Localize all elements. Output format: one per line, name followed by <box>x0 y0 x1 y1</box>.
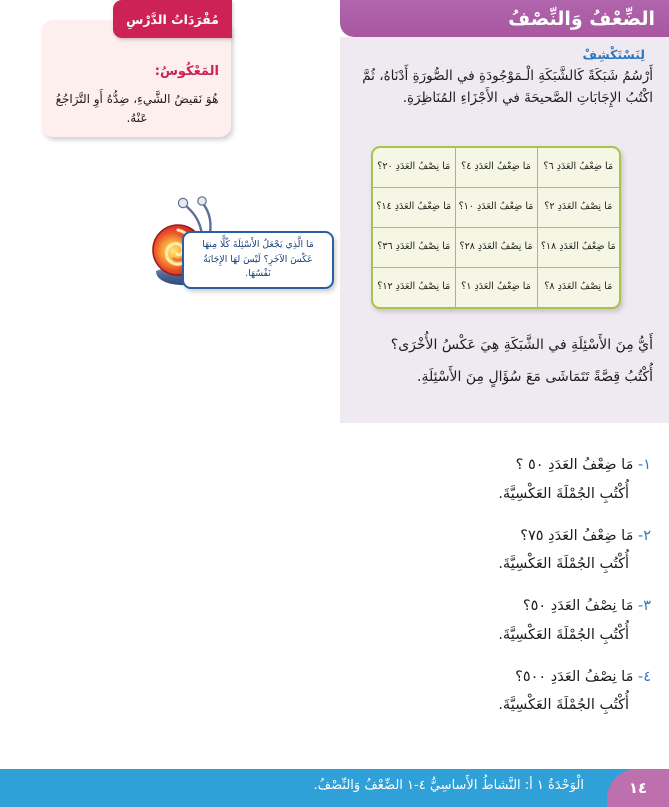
question-grid-table <box>373 148 619 307</box>
exercise-question-line <box>321 667 651 689</box>
exercise-list <box>321 455 651 737</box>
grid-cell[interactable]: مَا نِصْفُ العَدَدِ ٨؟ <box>537 268 619 307</box>
page-title: الضِّعْفُ وَالنِّصْفُ <box>508 7 655 30</box>
exercise-number: ٤- <box>637 668 651 685</box>
footer-breadcrumb: الْوَحْدَةُ ١ أ: النَّشاطُ الأَساسِيُّ ٤-١ الضِّعْفُ وَالنِّصْفُ. <box>313 778 584 793</box>
explore-panel <box>340 37 669 423</box>
exercise-question-text: مَا ضِعْفُ العَدَدِ ٧٥؟ <box>520 527 634 544</box>
exercise-number: ١- <box>637 457 651 473</box>
exercise-question-line <box>321 455 651 477</box>
exercise-instruction: أُكْتُبِ الجُمْلَةَ العَكْسِيَّةَ. <box>498 556 629 573</box>
vocabulary-tab-label: مُفْرَدَاتُ الدَّرْسِ <box>126 11 219 27</box>
footer-bar <box>0 769 669 807</box>
question-grid <box>371 146 621 309</box>
exercise-instruction: أُكْتُبِ الجُمْلَةَ العَكْسِيَّةَ. <box>498 485 629 502</box>
followup-question-1: أَيُّ مِنَ الأَسْئِلَةِ في الشَّبَكَةِ هِيَ عَكْسُ الأُخْرَى؟ <box>390 337 653 353</box>
exercise-question-text: مَا نِصْفُ العَدَدِ ٥٠٠؟ <box>515 668 634 685</box>
page-number: ١٤ <box>628 779 648 797</box>
grid-cell[interactable]: مَا ضِعْفُ العَدَدِ ١٤؟ <box>373 187 455 227</box>
grid-cell[interactable]: مَا نِصْفُ العَدَدِ ٢٠؟ <box>373 148 455 187</box>
exercise-question-text: مَا ضِعْفُ العَدَدِ ٥٠ ؟ <box>515 457 634 473</box>
list-item <box>321 667 651 718</box>
grid-cell[interactable]: مَا ضِعْفُ العَدَدِ ١؟ <box>455 268 537 307</box>
vocabulary-term: المَعْكُوسُ: <box>154 64 219 79</box>
exercise-instruction: أُكْتُبِ الجُمْلَةَ العَكْسِيَّةَ. <box>498 626 629 643</box>
grid-cell[interactable]: مَا ضِعْفُ العَدَدِ ١٠؟ <box>455 187 537 227</box>
table-row <box>373 268 619 307</box>
exercise-question-line <box>321 596 651 618</box>
vocabulary-definition: هُوَ نَقيضُ الشَّيءِ، ضِدُّهُ أَوِ التَّرَاجُعُ عَنْهُ. <box>55 92 219 126</box>
page-number-badge <box>607 769 669 807</box>
grid-cell[interactable]: مَا ضِعْفُ العَدَدِ ٤؟ <box>455 148 537 187</box>
lesson-title-bar <box>340 0 669 37</box>
grid-cell[interactable]: مَا ضِعْفُ العَدَدِ ٦؟ <box>537 148 619 187</box>
explore-instructions: أَرْسُمُ شَبَكَةً كَالشَّبَكَةِ الْـمَوْجُودَةِ في الصُّورَةِ أَدْنَاهُ، ثُمَّ اكْتُبُ الإِجَابَاتِ الصَّحيحَةَ في الأَجْزَاءِ المُنَاظِرَةِ. <box>362 68 653 107</box>
table-row <box>373 227 619 267</box>
grid-cell[interactable]: مَا نِصْفُ العَدَدِ ١٢؟ <box>373 268 455 307</box>
list-item <box>321 596 651 647</box>
explore-section-label: لِنَسْتَكْشِفْ <box>582 47 645 62</box>
exercise-instruction: أُكْتُبِ الجُمْلَةَ العَكْسِيَّةَ. <box>498 697 629 714</box>
grid-cell[interactable]: مَا نِصْفُ العَدَدِ ٢٨؟ <box>455 227 537 267</box>
exercise-number: ٢- <box>637 527 651 544</box>
list-item <box>321 526 651 577</box>
list-item <box>321 455 651 506</box>
exercise-number: ٣- <box>637 598 651 614</box>
followup-question-2: أُكْتُبُ قِصَّةً تَتَمَاشَى مَعَ سُؤَالٍ مِنَ الأَسْئِلَةِ. <box>417 368 653 385</box>
exercise-question-text: مَا نِصْفُ العَدَدِ ٥٠؟ <box>522 598 634 614</box>
exercise-question-line <box>321 526 651 548</box>
grid-cell[interactable]: مَا ضِعْفُ العَدَدِ ١٨؟ <box>537 227 619 267</box>
table-row <box>373 148 619 187</box>
vocabulary-tab-header <box>113 0 232 38</box>
table-row <box>373 187 619 227</box>
grid-cell[interactable]: مَا نِصْفُ العَدَدِ ٢؟ <box>537 187 619 227</box>
explore-followup-questions <box>351 335 653 398</box>
grid-cell[interactable]: مَا نِصْفُ العَدَدِ ٣٦؟ <box>373 227 455 267</box>
speech-bubble <box>182 231 334 289</box>
speech-bubble-text: مَا الَّذِي يَجْعَلُ الأَسْئِلَةَ كُلًّا مِنهَا عَكْسَ الآخَرِ؟ لَيْسَ لهَا الإِجَابَةُ نَفْسُهَا. <box>202 239 314 280</box>
